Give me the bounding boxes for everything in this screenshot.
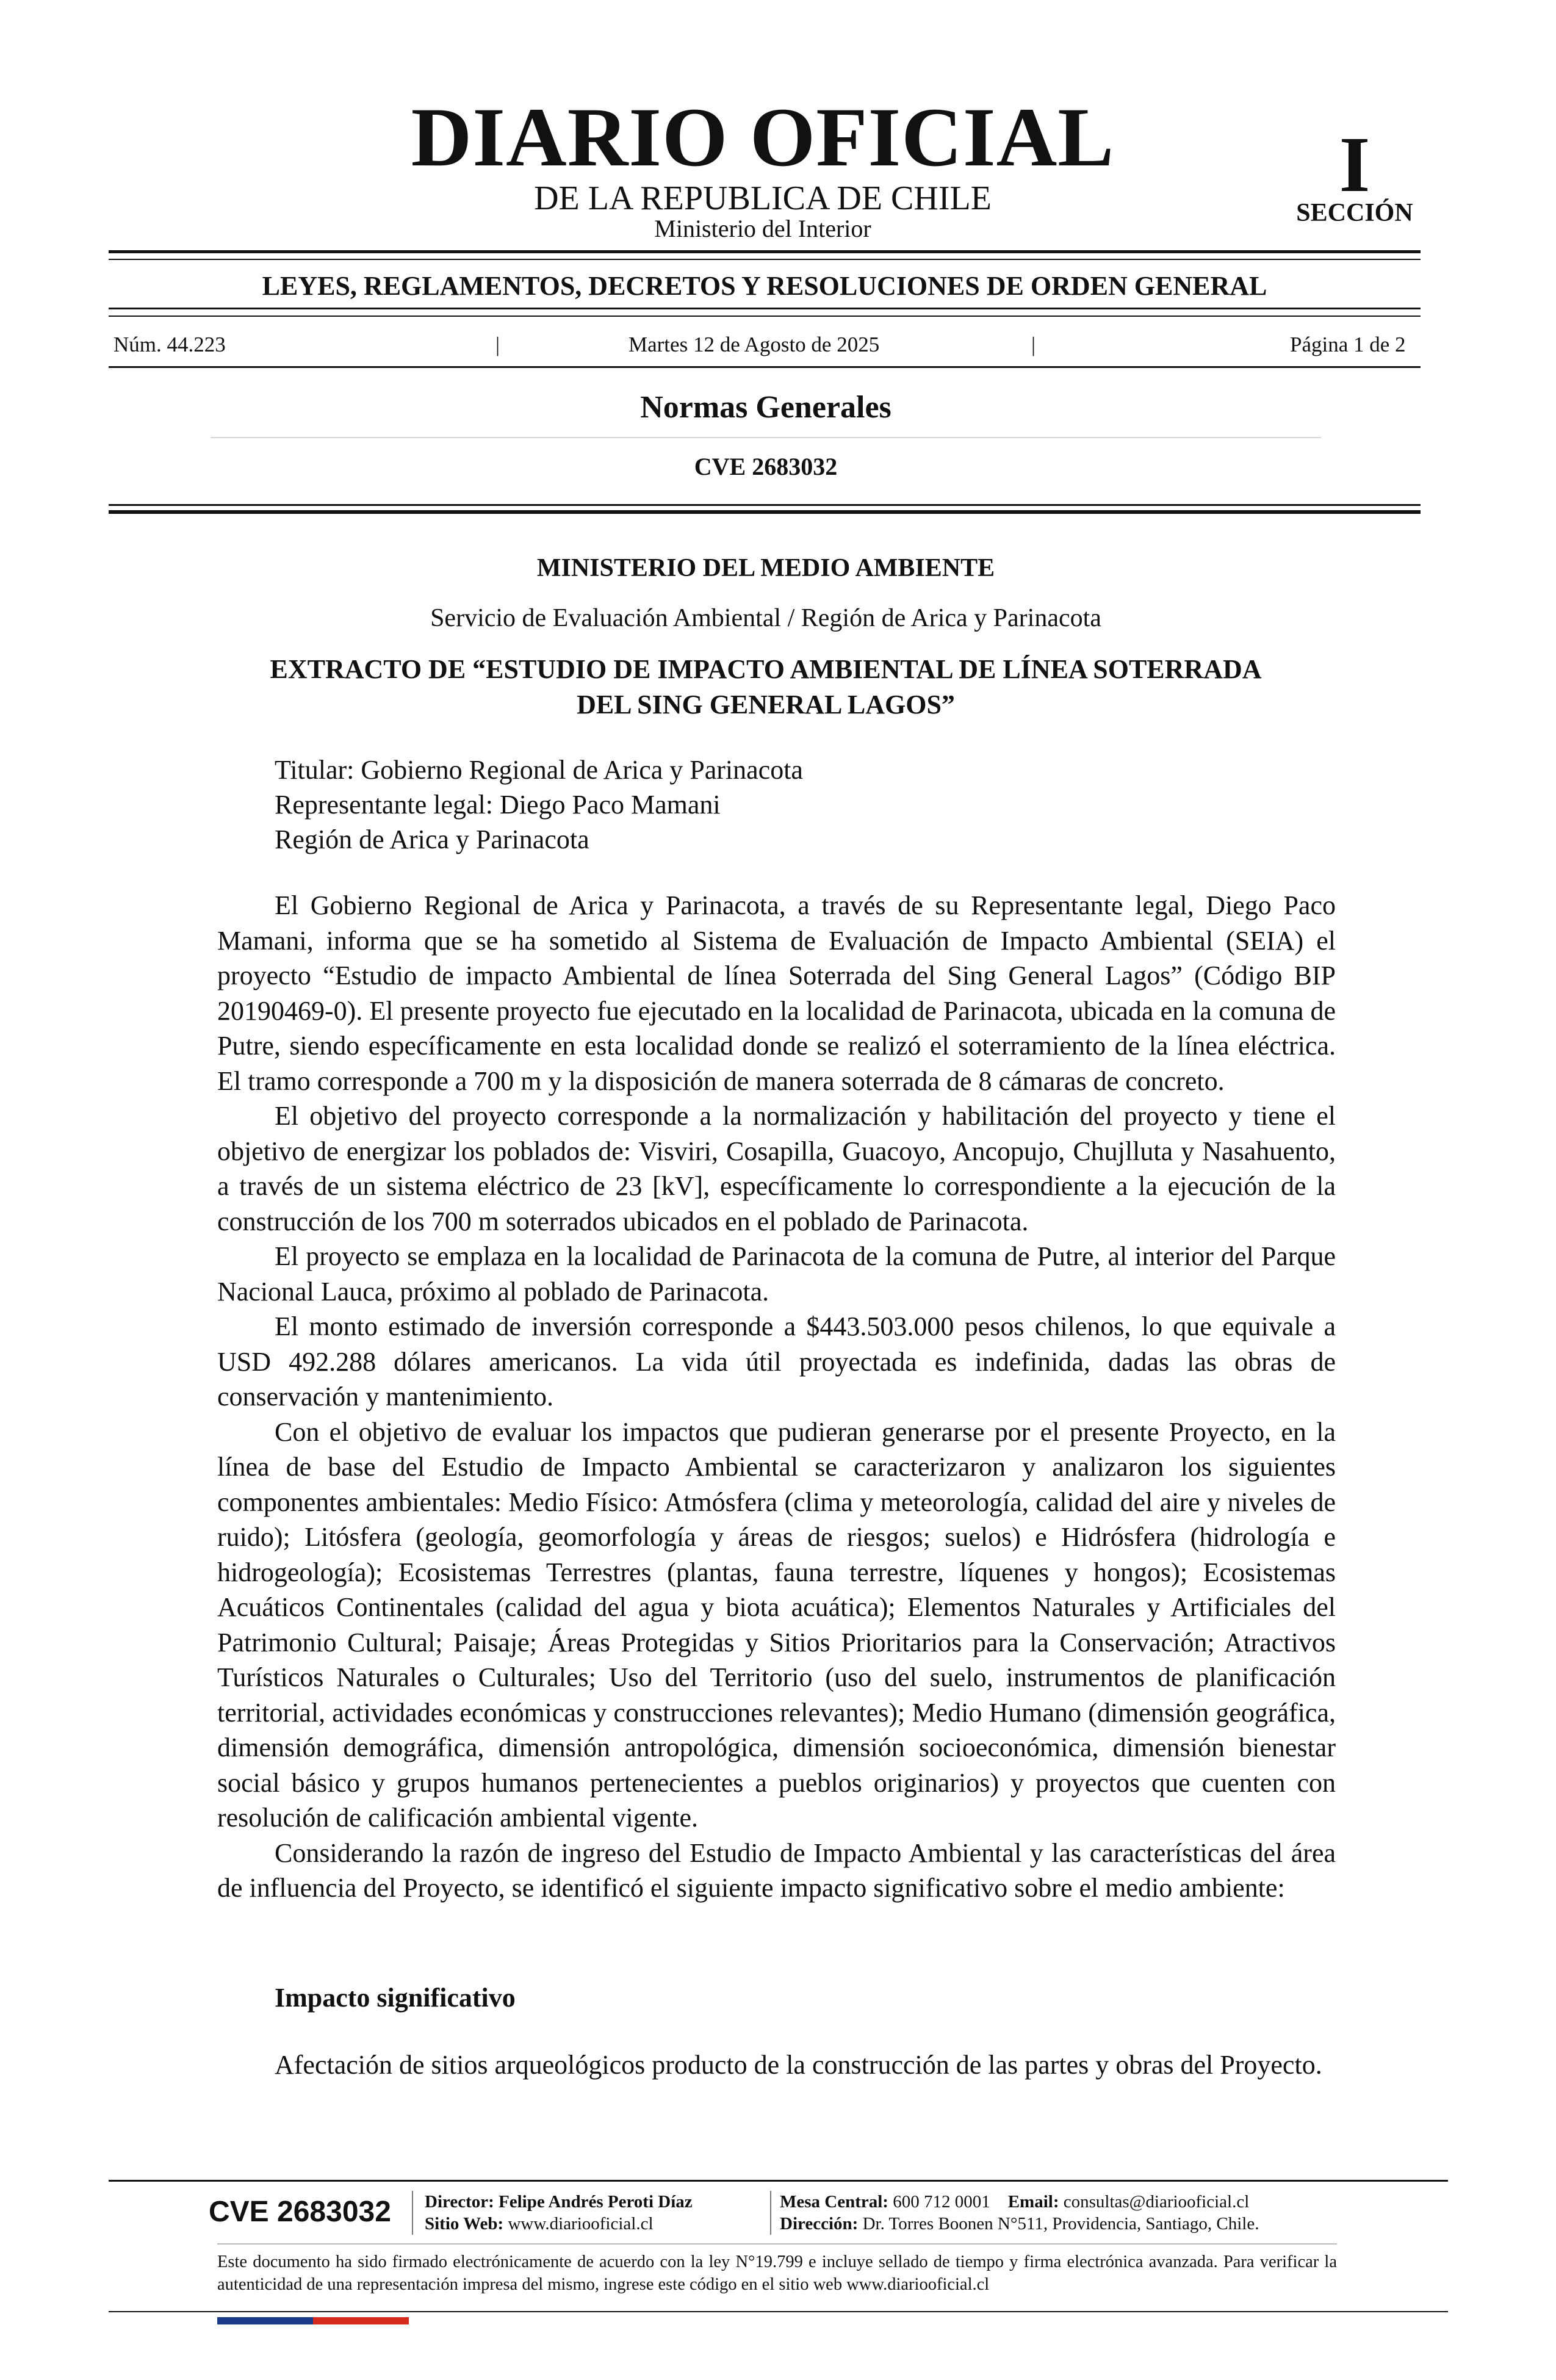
article-title-line: EXTRACTO DE “ESTUDIO DE IMPACTO AMBIENTAL DE LÍNEA SOTERRADA (270, 654, 1262, 684)
titular: Titular: Gobierno Regional de Arica y Parinacota (275, 755, 803, 785)
footer-rule-mid (217, 2243, 1337, 2245)
impact-text: Afectación de sitios arqueológicos producto de la construcción de las partes y obras del Proyecto. (275, 2050, 1322, 2080)
article-service: Servicio de Evaluación Ambiental / Región de Arica y Parinacota (430, 604, 1101, 632)
paragraph: El Gobierno Regional de Arica y Parinacota, a través de su Representante legal, Diego Paco Mamani, informa que se ha sometido al Sistema de Evaluación de Impacto Ambiental (SEIA) el proyecto “Estudio de impacto Ambiental de línea Soterrada del Sing General Lagos” (Código BIP 20190469-0). El presente proyecto fue ejecutado en la localidad de Parinacota, ubicada en la comuna de Putre, siendo específicamente en esta localidad donde se realizó el soterramiento de la línea eléctrica. El tramo corresponde a 700 m y la disposición de manera soterrada de 8 cámaras de concreto. (217, 890, 1336, 1096)
article-title (183, 652, 1349, 723)
masthead-subtitle: DE LA REPUBLICA DE CHILE (534, 179, 992, 217)
flag-stripe-red (313, 2317, 409, 2324)
web-label: Sitio Web: (425, 2214, 504, 2234)
mesa-phone: 600 712 0001 (893, 2192, 990, 2212)
article-title-line: DEL SING GENERAL LAGOS” (577, 690, 955, 719)
footer-cve: CVE 2683032 (209, 2196, 391, 2228)
director-label: Director: (425, 2192, 494, 2212)
section-label: SECCIÓN (1296, 199, 1413, 227)
cve-code: CVE 2683032 (694, 453, 838, 480)
footer-rule (109, 2180, 1448, 2182)
laws-line: LEYES, REGLAMENTOS, DECRETOS Y RESOLUCIONES DE ORDEN GENERAL (262, 271, 1267, 301)
paragraph: Considerando la razón de ingreso del Estudio de Impacto Ambiental y las características del área de influencia del Proyecto, se identificó el siguiente impacto significativo sobre el medio ambiente: (217, 1837, 1336, 1903)
cve-rule-thick (109, 510, 1421, 514)
legal-representative: Representante legal: Diego Paco Mamani (275, 790, 721, 820)
header-rule-thick (109, 250, 1421, 253)
masthead-ministry: Ministerio del Interior (654, 215, 871, 242)
issue-number: Núm. 44.223 (113, 333, 226, 356)
footer-director-block (425, 2191, 693, 2235)
issue-separator: | (495, 333, 500, 356)
issue-page: Página 1 de 2 (1290, 333, 1406, 356)
laws-rule-thin (109, 316, 1421, 317)
cve-rule-thin (109, 504, 1421, 506)
section-divider (211, 437, 1321, 438)
director-name: Felipe Andrés Peroti Díaz (499, 2192, 693, 2212)
footer-divider (770, 2191, 771, 2235)
info-rule (109, 366, 1421, 368)
legal-notice: Este documento ha sido firmado electrónicamente de acuerdo con la ley N°19.799 e incluye sellado de tiempo y firma electrónica avanzada. Para verificar la autenticidad de una representación impresa del mismo, ingrese este código en el sitio web www.diariooficial.cl (217, 2252, 1337, 2294)
header-rule-thin (109, 259, 1421, 260)
paragraph: El objetivo del proyecto corresponde a la normalización y habilitación del proyecto y tiene el objetivo de energizar los poblados de: Visviri, Cosapilla, Guacoyo, Ancopujo, Chujlluta y Nasahuento, a través de un sistema eléctrico de 23 [kV], específicamente lo correspondiente a la ejecución de la construcción de los 700 m soterrados ubicados en el poblado de Parinacota. (217, 1101, 1336, 1236)
issue-date: Martes 12 de Agosto de 2025 (629, 333, 880, 356)
footer-rule-bottom (109, 2311, 1448, 2312)
laws-rule-thick (109, 308, 1421, 309)
flag-stripe-blue (217, 2317, 313, 2324)
footer-divider (412, 2191, 413, 2235)
paragraph: El monto estimado de inversión corresponde a $443.503.000 pesos chilenos, lo que equivale a USD 492.288 dólares americanos. La vida útil proyectada es indefinida, dadas las obras de conservación y mantenimiento. (217, 1311, 1336, 1412)
email-label: Email: (1007, 2192, 1059, 2212)
paragraph: Con el objetivo de evaluar los impactos que pudieran generarse por el presente Proyecto, en la línea de base del Estudio de Impacto Ambiental se caracterizaron y analizaron los siguientes componentes ambientales: Medio Físico: Atmósfera (clima y meteorología, calidad del aire y niveles de ruido); Litósfera (geología, geomorfología y áreas de riesgos; suelos) e Hidrósfera (hidrología e hidrogeología); Ecosistemas Terrestres (plantas, fauna terrestre, líquenes y hongos); Ecosistemas Acuáticos Continentales (calidad del agua y biota acuática); Elementos Naturales y Artificiales del Patrimonio Cultural; Paisaje; Áreas Protegidas y Sitios Prioritarios para la Conservación; Atractivos Turísticos Naturales o Culturales; Uso del Territorio (uso del suelo, instrumentos de planificación territorial, actividades económicas y construcciones relevantes); Medio Humano (dimensión geográfica, dimensión demográfica, dimensión antropológica, dimensión socioeconómica, dimensión bienestar social básico y grupos humanos pertenecientes a pueblos originarios) y proyectos que cuenten con resolución de calificación ambiental vigente. (217, 1416, 1336, 1833)
email-link[interactable]: consultas@diariooficial.cl (1063, 2192, 1250, 2212)
paragraph: El proyecto se emplaza en la localidad de Parinacota de la comuna de Putre, al interior del Parque Nacional Lauca, próximo al poblado de Parinacota. (217, 1241, 1336, 1307)
region: Región de Arica y Parinacota (275, 824, 589, 854)
article-meta (275, 752, 803, 857)
mesa-label: Mesa Central: (780, 2192, 888, 2212)
address-label: Dirección: (780, 2214, 859, 2234)
article-ministry: MINISTERIO DEL MEDIO AMBIENTE (536, 554, 995, 582)
article-body (217, 888, 1336, 1906)
masthead-title: DIARIO OFICIAL (411, 90, 1115, 184)
impact-heading: Impacto significativo (275, 1983, 516, 2013)
address: Dr. Torres Boonen N°511, Providencia, Santiago, Chile. (862, 2214, 1259, 2234)
section-title: Normas Generales (640, 390, 891, 425)
footer-contact-block (780, 2191, 1259, 2235)
issue-separator: | (1031, 333, 1036, 356)
web-link[interactable]: www.diariooficial.cl (508, 2214, 654, 2234)
section-number: I (1339, 121, 1371, 209)
